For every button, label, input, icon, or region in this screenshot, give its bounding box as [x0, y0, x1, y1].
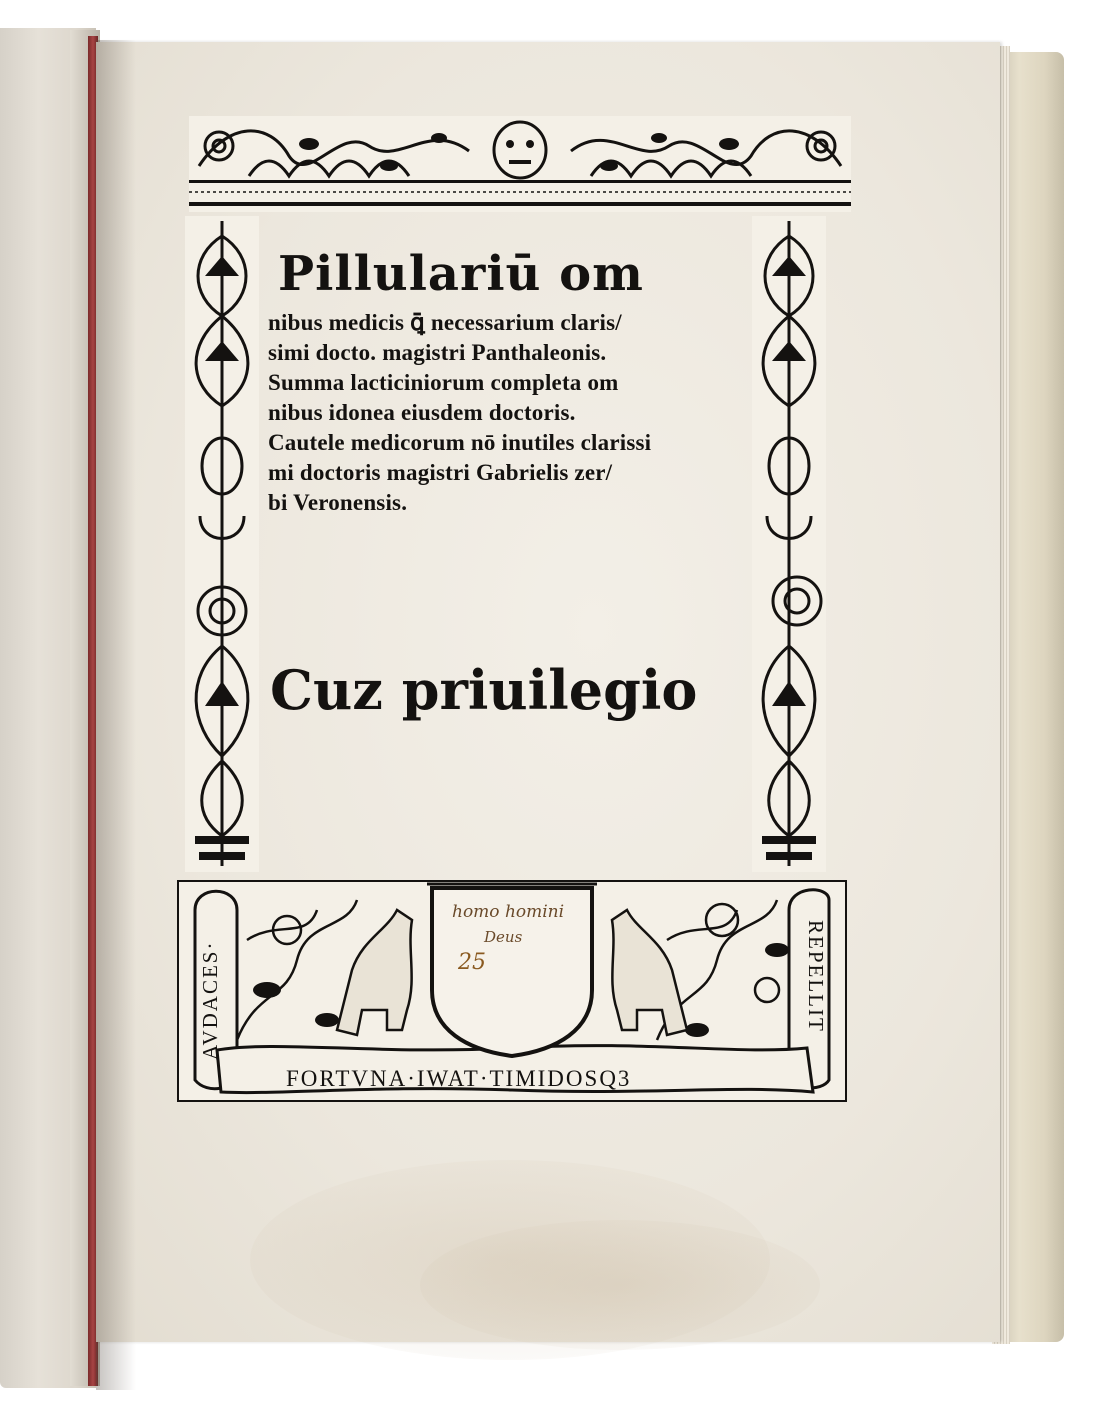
spine-shadow: [96, 40, 136, 1390]
main-title: Pillulariū om: [278, 246, 644, 302]
paper-stain: [420, 1220, 820, 1350]
privilege-line: Cuz priuilegio: [270, 658, 698, 722]
handwritten-inscription: Deus: [484, 928, 523, 946]
top-ornament-border: [189, 116, 851, 212]
handwritten-number: 25: [458, 950, 486, 975]
title-block: [268, 246, 758, 518]
title-line: Summa lacticiniorum completa om: [268, 370, 619, 395]
title-line: mi doctoris magistri Gabrielis zer/: [268, 460, 613, 485]
title-line: Cautele medicorum nō inutiles clarissi: [268, 430, 652, 455]
title-line: nibus idonea eiusdem doctoris.: [268, 400, 576, 425]
motto-left: AVDACES·: [198, 940, 222, 1060]
title-line: simi docto. magistri Panthaleonis.: [268, 340, 607, 365]
handwritten-inscription: homo homini: [452, 902, 565, 922]
left-ornament-column: [185, 216, 259, 872]
title-line: bi Veronensis.: [268, 490, 408, 515]
title-line: nibus medicis ꝗ̄ necessarium claris/: [268, 310, 622, 335]
motto-bottom: FORTVNA·IWAT·TIMIDOSQ3: [286, 1066, 632, 1091]
right-ornament-column: [752, 216, 826, 872]
motto-right: REPELLIT: [804, 920, 828, 1033]
